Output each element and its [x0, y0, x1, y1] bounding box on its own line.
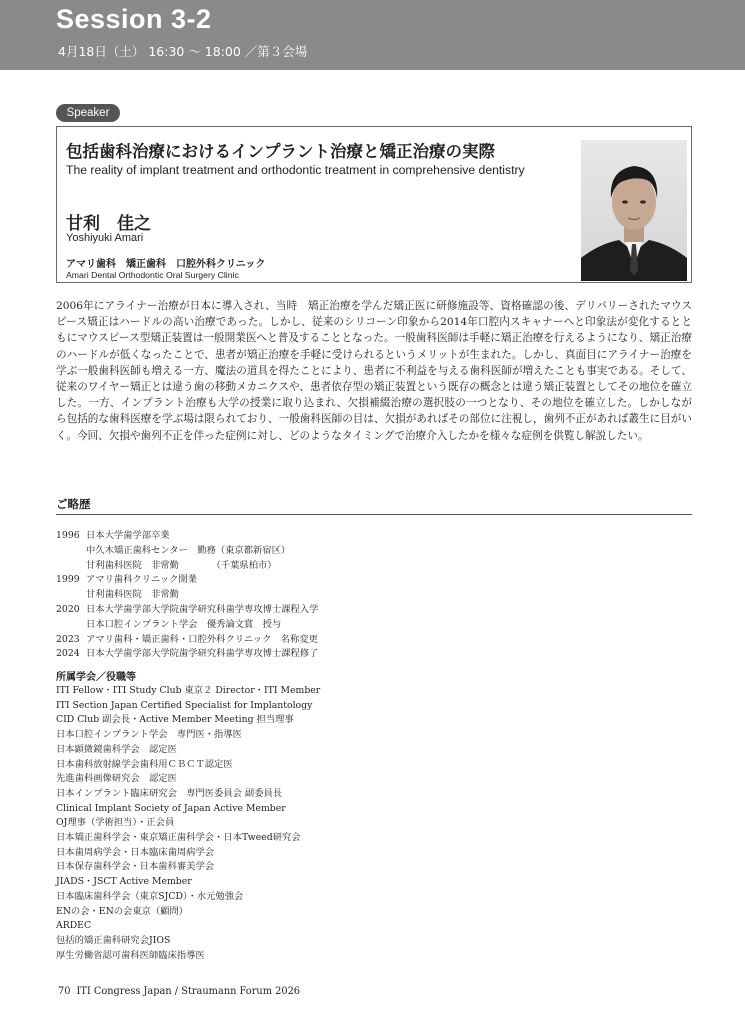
society-item: 日本矯正歯科学会・東京矯正歯科学会・日本Tweed研究会: [56, 832, 301, 844]
societies-list: [56, 684, 692, 963]
society-item: ITI Section Japan Certified Specialist for Implantology: [56, 699, 313, 711]
affiliation-jp: アマリ歯科 矯正歯科 口腔外科クリニック: [66, 259, 266, 270]
career-year: 2024: [56, 648, 80, 660]
speaker-photo: [581, 140, 687, 281]
affiliation-en: Amari Dental Orthodontic Oral Surgery Clinic: [66, 270, 239, 280]
speaker-name-en: Yoshiyuki Amari: [66, 232, 144, 244]
career-entry: [56, 529, 692, 573]
career-line: 甘利歯科医院 非常勤 （千葉県柏市）: [86, 559, 277, 571]
society-item: ENの会・ENの会東京（顧問）: [56, 905, 189, 917]
speaker-name-jp: 甘利 佳之: [66, 214, 151, 234]
society-item: 包括的矯正歯科研究会JIOS: [56, 934, 171, 946]
society-item: ITI Fellow・ITI Study Club 東京２ Director・ITI Member: [56, 685, 321, 696]
career-line: 日本大学歯学部大学院歯学研究科歯学専攻博士課程修了: [86, 648, 319, 660]
society-item: 日本歯科放射線学会歯科用ＣＢＣＴ認定医: [56, 758, 233, 770]
society-item: 日本インプラント臨床研究会 専門医委員会 副委員長: [56, 787, 283, 799]
society-item: JIADS・JSCT Active Member: [56, 876, 192, 888]
societies-heading: 所属学会／役職等: [56, 672, 136, 683]
career-line: 日本大学歯学部卒業: [86, 530, 170, 541]
career-line: アマリ歯科クリニック開業: [86, 574, 198, 586]
career-heading: ご略歴: [56, 497, 91, 511]
page-footer: [58, 986, 300, 997]
career-line: アマリ歯科・矯正歯科・口腔外科クリニック 名称変更: [86, 633, 318, 645]
career-entry: [56, 573, 692, 603]
society-item: 日本保存歯科学会・日本歯科審美学会: [56, 861, 215, 873]
career-line: 中久木矯正歯科センター 勤務（東京都新宿区）: [86, 544, 291, 556]
society-item: 先進歯科画像研究会 認定医: [56, 773, 177, 785]
society-item: 日本口腔インプラント学会 専門医・指導医: [56, 729, 242, 741]
career-entry: [56, 647, 692, 662]
lecture-title-jp: 包括歯科治療におけるインプラント治療と矯正治療の実際: [66, 142, 495, 161]
session-header: [0, 0, 745, 70]
society-item: ARDEC: [56, 920, 92, 932]
career-divider: [56, 514, 692, 515]
career-line: 日本大学歯学部大学院歯学研究科歯学専攻博士課程入学: [86, 603, 319, 615]
career-entry: [56, 633, 692, 648]
abstract-text: 2006年にアライナー治療が日本に導入され、当時 矯正治療を学んだ矯正医に研修施設等、資格確認の後、デリバリーされたマウスピース矯正はハードルの高い治療であった。しかし、従来のシリコーン印象から2014年口腔内スキャナーへと印象法が変化するとともにマウスピース型矯正装置は一般開業医へと普及することとなった。一般歯科医師は手軽に矯正治療を行えるようになり、矯正治療のハードルが低くなったことで、患者が矯正治療を手軽に受けられるというメリットが生まれた。しかし、真面目にアライナー治療を学ぶ一般歯科医師も増える一方、魔法の道具を得たことにより、患者に不利益を与える歯科医師が増えたことも事実である。そして、従来のワイヤー矯正とは違う歯の移動メカニクスや、患者依存型の矯正装置という既存の概念とは違う矯正装置としてその地位を確立した。一方、インプラント治療も大学の授業に取り込まれ、欠損補綴治療の選択肢の一つとなり、その地位を確立した。しかしながら包括的な歯科医療を学ぶ場は限られており、一般歯科医師の目は、欠損があればその部位に注視し，歯列不正があれば叢生に目がいく。今回、欠損や歯列不正を伴った症例に対し、どのようなタイミングで治療介入したかを様々な症例を供覧し解説したい。: [56, 300, 692, 442]
session-datetime: 4月18日（土） 16:30 〜 18:00 ／第３会場: [58, 44, 308, 59]
session-title: Session 3-2: [56, 4, 212, 34]
career-year: 1996: [56, 530, 80, 541]
society-item: 日本歯周病学会・日本臨床歯周病学会: [56, 846, 215, 858]
society-item: OJ理事（学術担当）・正会員: [56, 817, 175, 829]
career-year: 2023: [56, 633, 80, 645]
career-line: 甘利歯科医院 非常勤: [86, 589, 179, 601]
career-list: [56, 529, 692, 662]
career-year: 1999: [56, 574, 80, 586]
society-item: CID Club 副会長・Active Member Meeting 担当理事: [56, 714, 294, 726]
society-item: 厚生労働省認可歯科医師臨床指導医: [56, 949, 205, 961]
career-line: 日本口腔インプラント学会 優秀論文賞 授与: [86, 618, 282, 630]
speaker-badge: Speaker: [56, 104, 120, 122]
page-number: 70: [58, 986, 71, 997]
footer-text: ITI Congress Japan / Straumann Forum 2026: [76, 986, 301, 997]
society-item: 日本顕微鏡歯科学会 認定医: [56, 743, 177, 755]
society-item: 日本臨床歯科学会（東京SJCD）・水元勉強会: [56, 890, 244, 902]
career-year: 2020: [56, 603, 80, 615]
career-entry: [56, 603, 692, 633]
society-item: Clinical Implant Society of Japan Active Member: [56, 802, 286, 814]
lecture-title-en: The reality of implant treatment and orthodontic treatment in comprehensive dentistry: [66, 163, 525, 177]
speaker-card: [56, 126, 692, 283]
